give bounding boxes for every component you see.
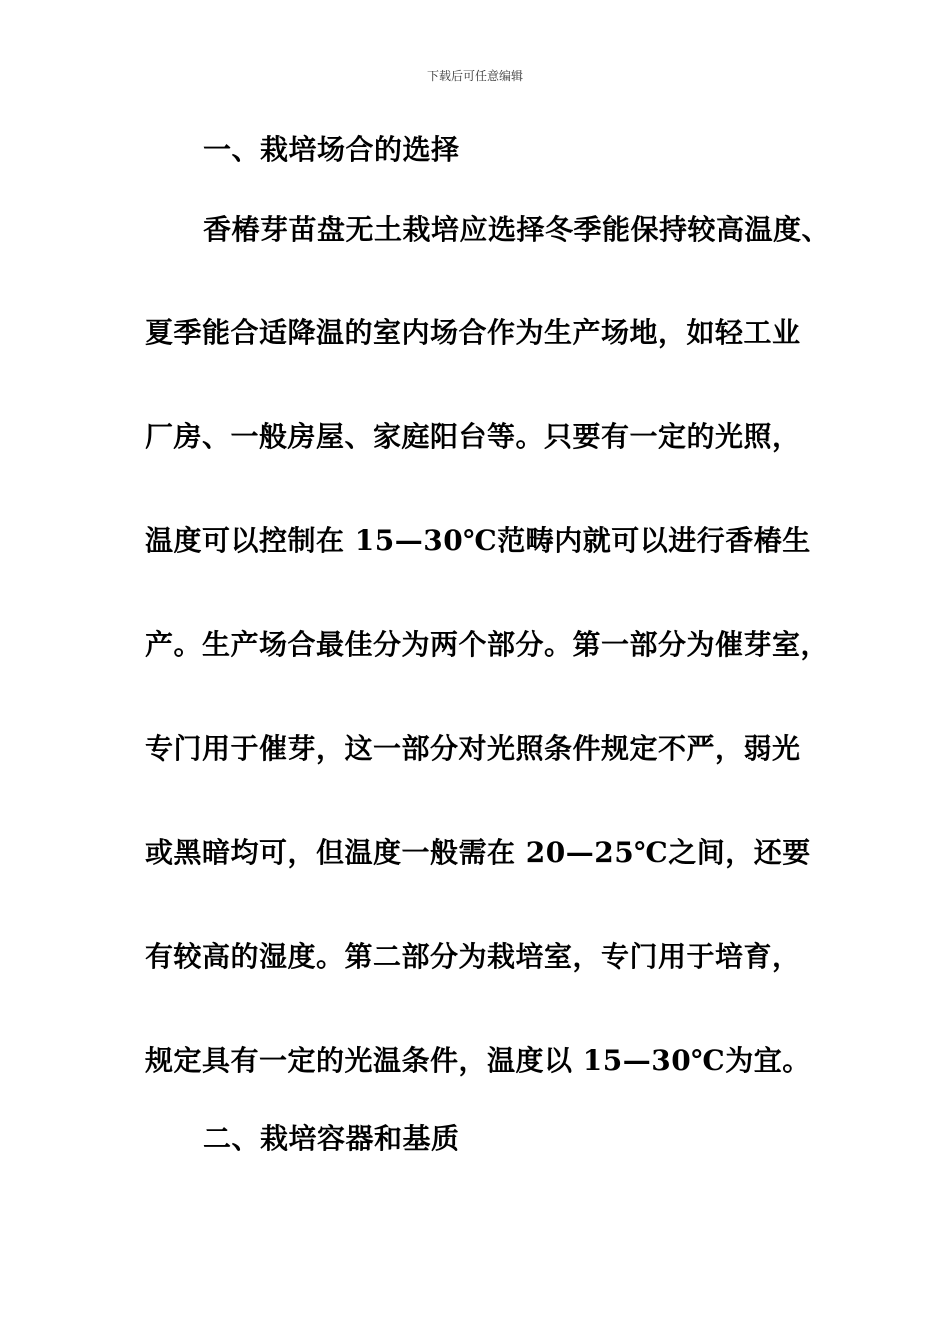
paragraph-line: 规定具有一定的光温条件，温度以 15—30℃为宜。: [145, 1044, 811, 1077]
paragraph-line: 专门用于催芽，这一部分对光照条件规定不严，弱光: [145, 732, 801, 765]
paragraph-line: 有较高的湿度。第二部分为栽培室，专门用于培育，: [145, 940, 801, 973]
paragraph-line: 香椿芽苗盘无土栽培应选择冬季能保持较高温度、: [203, 213, 831, 246]
paragraph-line: 夏季能合适降温的室内场合作为生产场地，如轻工业: [145, 316, 801, 349]
section-heading-1: 一、栽培场合的选择: [203, 133, 460, 166]
paragraph-line: 厂房、一般房屋、家庭阳台等。只要有一定的光照，: [145, 420, 801, 453]
paragraph-line: 或黑暗均可，但温度一般需在 20—25℃之间，还要: [145, 836, 811, 869]
paragraph-line: 产。生产场合最佳分为两个部分。第一部分为催芽室，: [145, 628, 830, 661]
paragraph-line: 温度可以控制在 15—30℃范畴内就可以进行香椿生: [145, 524, 811, 557]
header-note: 下载后可任意编辑: [426, 69, 523, 83]
section-heading-2: 二、栽培容器和基质: [203, 1122, 460, 1155]
